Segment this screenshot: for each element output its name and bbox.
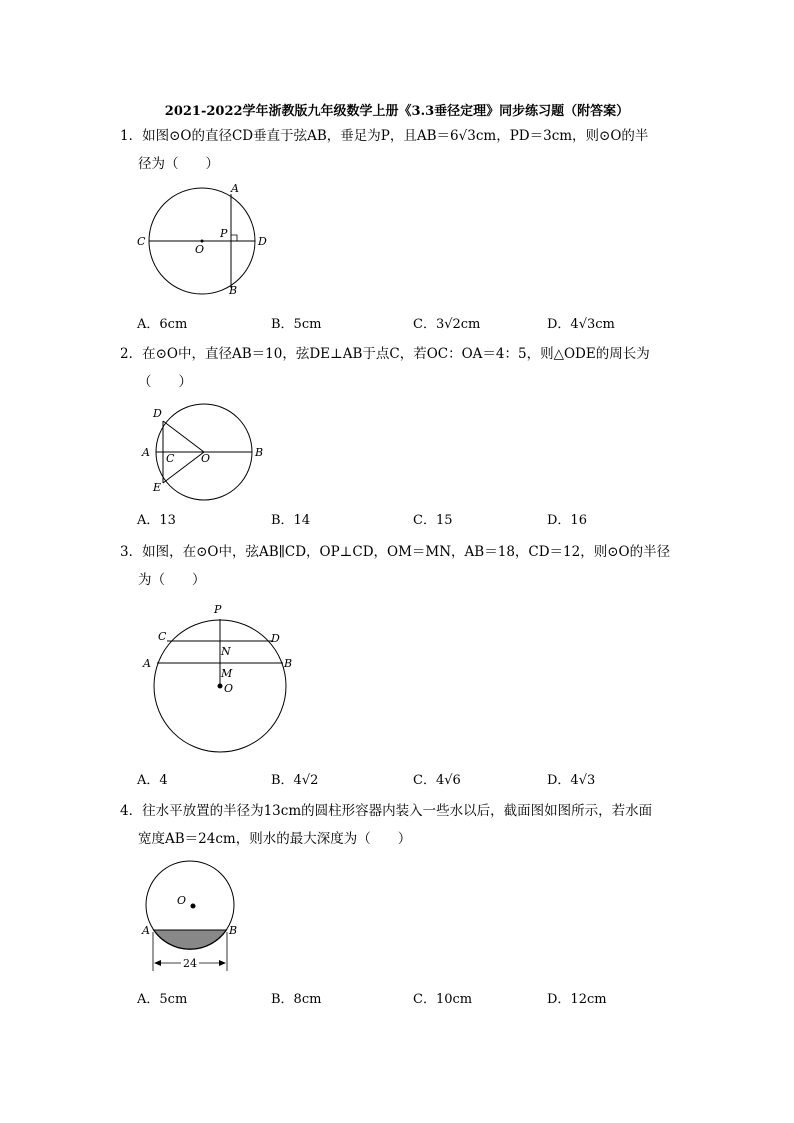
label-b: B [229,924,238,937]
option-d[interactable]: D．4√3cm [547,317,615,332]
question-text: 如图⊙O的直径CD垂直于弦AB，垂足为P，且AB＝6√3cm，PD＝3cm，则⊙O的半 [142,128,649,144]
question-text: 在⊙O中，直径AB＝10，弦DE⊥AB于点C，若OC：OA＝4：5，则△ODE的周长为 [142,346,650,362]
label-b: B [284,657,293,670]
figure-circle-triangle-ode [135,396,275,506]
question-text-line2: 为（ ） [138,572,206,588]
question-number: 3． [120,544,143,560]
question-text-line2: 径为（ ） [138,156,219,172]
label-a: A [143,657,151,670]
question-2 [120,340,680,396]
question-number: 2． [120,346,143,362]
label-b: B [255,446,264,459]
figure-water-container [135,860,255,975]
option-c[interactable]: C．15 [413,513,453,528]
label-o: O [195,243,205,256]
option-b[interactable]: B．4√2 [271,773,319,788]
right-angle-mark [231,235,237,241]
option-d[interactable]: D．16 [547,513,587,528]
question-number: 4． [120,803,143,819]
option-d[interactable]: D．12cm [547,992,607,1007]
label-p: P [220,227,228,240]
option-a[interactable]: A．13 [137,513,176,528]
label-d: D [153,407,162,420]
question-text: 往水平放置的半径为13cm的圆柱形容器内装入一些水以后，截面图如图所示，若水面 [142,803,653,819]
label-o: O [224,682,234,695]
option-a[interactable]: A．4 [137,773,168,788]
arrow-left [154,960,161,966]
label-m: M [221,667,233,680]
label-c: C [137,235,146,248]
label-a: A [142,924,150,937]
water-region [154,930,227,949]
option-a[interactable]: A．6cm [137,317,188,332]
option-b[interactable]: B．8cm [271,992,322,1007]
option-c[interactable]: C．10cm [413,992,473,1007]
question-1 [120,122,680,178]
option-b[interactable]: B．14 [271,513,311,528]
center-point [191,904,196,909]
label-n: N [221,645,231,658]
figure-circle-diameter-chord [135,180,285,300]
label-c: C [158,630,167,643]
option-d[interactable]: D．4√3 [547,773,596,788]
question-number: 1． [120,128,143,144]
label-d: D [271,632,280,645]
option-a[interactable]: A．5cm [137,992,188,1007]
question-text: 如图，在⊙O中，弦AB∥CD，OP⊥CD，OM＝MN，AB＝18，CD＝12，则⊙O的半径 [142,544,671,560]
option-c[interactable]: C．4√6 [413,773,461,788]
page-title: 2021-2022学年浙教版九年级数学上册《3.3垂径定理》同步练习题（附答案） [164,104,630,119]
dimension-label: 24 [183,957,197,970]
label-e: E [153,481,162,494]
label-o: O [177,894,187,907]
question-4 [120,797,680,853]
question-text-line2: （ ） [138,374,192,390]
question-text-line2: 宽度AB＝24cm，则水的最大深度为（ ） [138,831,412,847]
segment-od [163,421,204,452]
center-point [218,684,223,689]
figure-circle-parallel-chords [135,600,305,760]
arrow-right [219,960,226,966]
question-3 [120,538,680,594]
label-a: A [142,446,150,459]
label-a: A [231,182,239,195]
label-p: P [214,603,222,616]
label-o: O [201,452,211,465]
option-c[interactable]: C．3√2cm [413,317,481,332]
option-b[interactable]: B．5cm [271,317,322,332]
label-d: D [258,235,267,248]
label-c: C [166,452,175,465]
label-b: B [229,284,238,297]
